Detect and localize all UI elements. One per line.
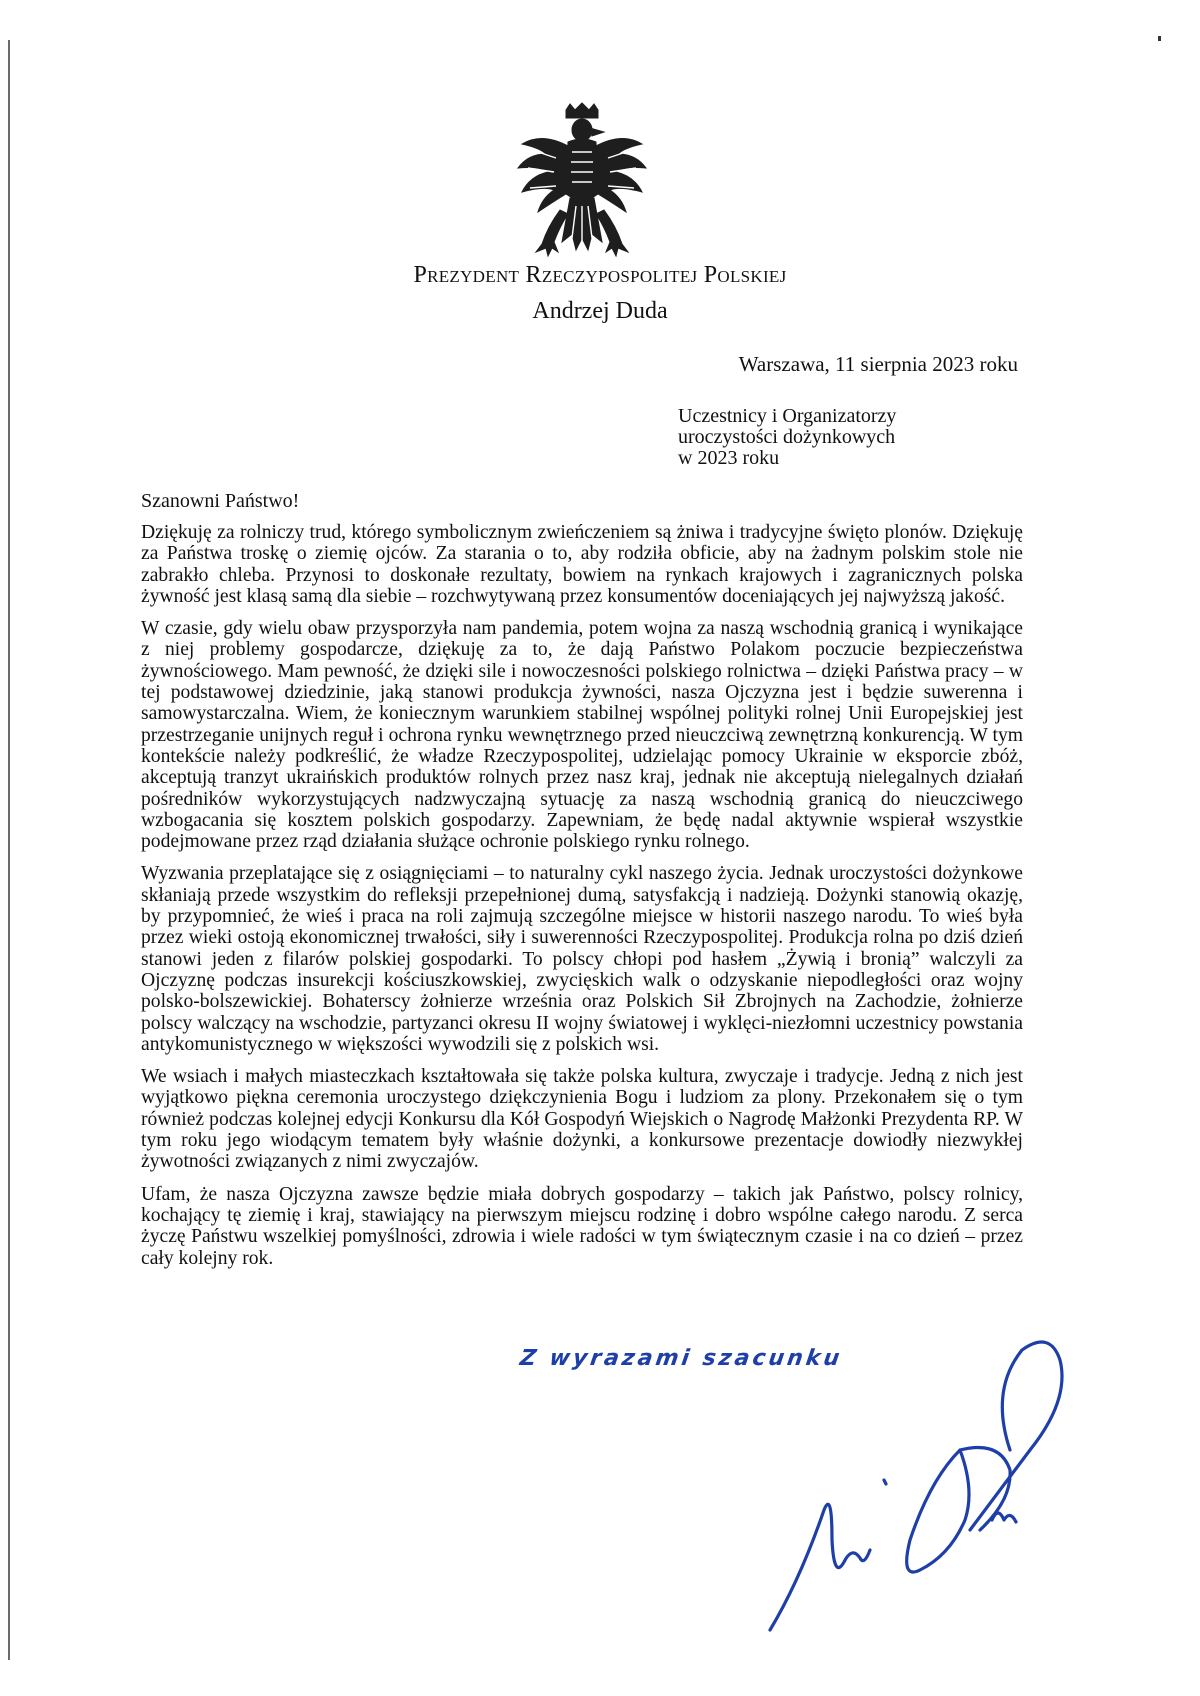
letterhead-name: Andrzej Duda bbox=[532, 298, 668, 324]
white-eagle-emblem-icon bbox=[512, 102, 652, 272]
body-paragraph: We wsiach i małych miasteczkach kształtowała się także polska kultura, zwyczaje i tradycje. Jedną z nich jest wyjątkowo piękna ceremonia uroczystego dziękczynienia Bogu i ludziom za plony. Przekonałem się o tym również podczas kolejnej edycji Konkursu dla Kół Gospodyń Wiejskich o Nagrodę Małżonki Prezydenta RP. W tym roku jego wiodącym tematem były właśnie dożynki, a konkursowe prezentacje dowiodły niezwykłej żywotności związanych z nimi zwyczajów. bbox=[141, 1066, 1023, 1173]
recipient-block bbox=[678, 406, 896, 469]
body-paragraph: Ufam, że nasza Ojczyzna zawsze będzie miała dobrych gospodarzy – takich jak Państwo, polscy rolnicy, kochający tę ziemię i kraj, stawiający na pierwszym miejscu rodzinę i dobro wspólne całego narodu. Z serca życzę Państwu wszelkiej pomyślności, zdrowia i wiele radości w tym świątecznym czasie i na co dzień – przez cały kolejny rok. bbox=[141, 1183, 1023, 1269]
letter-body bbox=[141, 522, 1023, 1280]
body-paragraph: Wyzwania przeplatające się z osiągnięciami – to naturalny cykl naszego życia. Jednak uroczystości dożynkowe skłaniają przede wszystkim do refleksji przepełnionej dumą, satysfakcją i nadzieją. Dożynki stanowią okazję, by przypomnieć, że wieś i praca na roli zajmują szczególne miejsce w historii naszego narodu. To wieś była przez wieki ostoją ekonomicznej trwałości, siły i suwerenności Rzeczypospolitej. Produkcja rolna po dziś dzień stanowi jeden z filarów polskiej gospodarki. To polscy chłopi pod hasłem „Żywią i bronią” walczyli za Ojczyznę podczas insurekcji kościuszkowskiej, zwycięskich walk o odzyskanie niepodległości oraz wojny polsko-bolszewickiej. Bohaterscy żołnierze września oraz Polskich Sił Zbrojnych na Zachodzie, żołnierze polscy walczący na wschodzie, partyzanci okresu II wojny światowej i wyklęci-niezłomni uczestnicy powstania antykomunistycznego w większości wywodzili się z polskich wsi. bbox=[141, 863, 1023, 1055]
handwritten-signature-icon bbox=[760, 1330, 1090, 1670]
recipient-line: uroczystości dożynkowych bbox=[678, 426, 896, 448]
salutation: Szanowni Państwo! bbox=[141, 490, 300, 512]
letterhead-title: Prezydent Rzeczypospolitej Polskiej bbox=[413, 262, 787, 288]
letter-date: Warszawa, 11 sierpnia 2023 roku bbox=[738, 352, 1018, 376]
recipient-line: Uczestnicy i Organizatorzy bbox=[678, 405, 897, 427]
handwritten-closing: Z wyrazami szacunku bbox=[518, 1346, 844, 1371]
scan-speck bbox=[1158, 36, 1161, 41]
body-paragraph: W czasie, gdy wielu obaw przysporzyła nam pandemia, potem wojna za naszą wschodnią granicą i wynikające z niej problemy gospodarcze, dziękuję za to, że dają Państwo Polakom poczucie bezpieczeństwa żywnościowego. Mam pewność, że dzięki sile i nowoczesności polskiego rolnictwa – dzięki Państwa pracy – w tej podstawowej dziedzinie, jaką stanowi produkcja żywności, nasza Ojczyzna jest i będzie suwerenna i samowystarczalna. Wiem, że koniecznym warunkiem stabilnej wspólnej polityki rolnej Unii Europejskiej jest przestrzeganie unijnych reguł i ochrona rynku wewnętrznego przed nieuczciwą zewnętrzną konkurencją. W tym kontekście należy podkreślić, że władze Rzeczypospolitej, udzielając pomocy Ukrainie w eksporcie zbóż, akceptują tranzyt ukraińskich produktów rolnych przez nasz kraj, jednak nie akceptują nielegalnych działań pośredników wykorzystujących nadzwyczajną sytuację za naszą wschodnią granicą do nieuczciwego wzbogacania się kosztem polskich gospodarzy. Zapewniam, że będę nadal aktywnie wspierał wszystkie podejmowane przez rząd działania służące ochronie polskiego rynku rolnego. bbox=[141, 618, 1023, 853]
body-paragraph: Dziękuję za rolniczy trud, którego symbolicznym zwieńczeniem są żniwa i tradycyjne święto plonów. Dziękuję za Państwa troskę o ziemię ojców. Za starania o to, aby rodziła obficie, aby na żadnym polskim stole nie zabrakło chleba. Przynosi to doskonałe rezultaty, bowiem na rynkach krajowych i zagranicznych polska żywność jest klasą samą dla siebie – rozchwytywaną przez konsumentów doceniających jej najwyższą jakość. bbox=[141, 522, 1023, 607]
recipient-line: w 2023 roku bbox=[678, 447, 780, 469]
